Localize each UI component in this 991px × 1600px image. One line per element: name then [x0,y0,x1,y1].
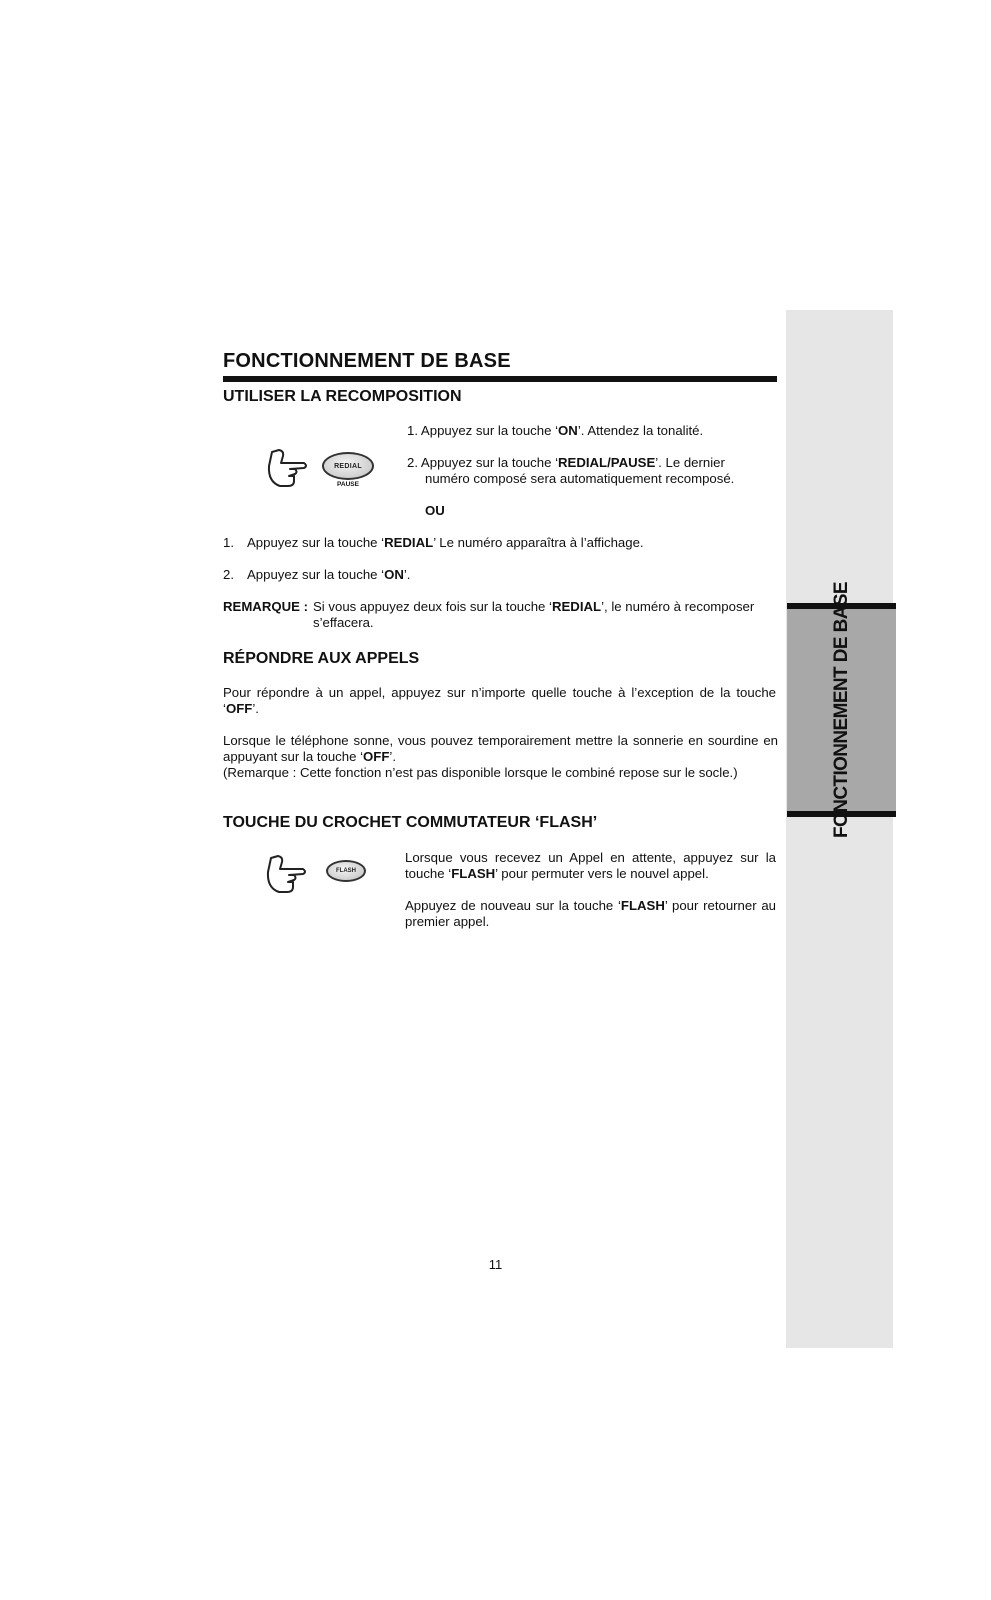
paragraph-text: Appuyez de nouveau sur la touche ‘ [405,898,621,913]
section-heading-flash: TOUCHE DU CROCHET COMMUTATEUR ‘FLASH’ [223,814,598,831]
key-name: ON [558,423,578,438]
step-number: 1. [223,535,234,550]
key-name: REDIAL/PAUSE [558,455,656,470]
answer-paragraph-1 [223,685,776,717]
step-text: Appuyez sur la touche ‘ [247,567,385,582]
redial-pause-key-icon [322,452,374,480]
flash-key-icon [326,860,366,882]
paragraph-text: ’ pour permuter vers le nouvel appel. [495,866,709,881]
step-text: ’. Attendez la tonalité. [577,423,704,438]
paragraph-text: ’. [389,749,396,764]
page-number: 11 [488,1257,503,1272]
pointing-hand-icon [263,852,309,896]
key-name: OFF [225,701,253,716]
section-heading-answer: RÉPONDRE AUX APPELS [223,650,420,667]
note-text [313,599,754,615]
paragraph-text: Lorsque vous recevez un Appel en attente, appuyez sur la touche ‘ [405,850,776,881]
note-text-part: ’, le numéro à recomposer [601,599,755,614]
key-name: FLASH [620,898,665,913]
step-text: 1. Appuyez sur la touche ‘ [407,423,559,438]
step-text: 2. Appuyez sur la touche ‘ [407,455,559,470]
step-text: ’ Le numéro apparaîtra à l’affichage. [433,535,644,550]
step-text: ’. Le dernier [655,455,725,470]
redial-step-1 [407,423,703,439]
pause-key-label: PAUSE [337,481,359,488]
section-side-tab [787,582,896,838]
page-title: FONCTIONNEMENT DE BASE [223,350,511,372]
answer-paragraph-2 [223,733,778,765]
alt-step-2 [223,567,410,583]
redial-key-label: REDIAL [334,462,362,470]
note-text-part: Si vous appuyez deux fois sur la touche ‘ [313,599,552,614]
step-text: Appuyez sur la touche ‘ [247,535,385,550]
flash-paragraph-1 [405,850,776,882]
key-name: REDIAL [384,535,434,550]
key-name: ON [384,567,404,582]
paragraph-text: Lorsque le téléphone sonne, vous pouvez temporairement mettre la sonnerie en sourdine en appuyant sur la touche ‘ [223,733,778,764]
step-text: ’. [403,567,411,582]
paragraph-text: Pour répondre à un appel, appuyez sur n’importe quelle touche à l’exception de la touche ‘ [223,685,776,716]
paragraph-text: ’. [252,701,259,716]
section-heading-redial: UTILISER LA RECOMPOSITION [223,388,462,405]
alt-step-1 [223,535,644,551]
paragraph-text: ’ pour retourner au premier appel. [405,898,776,929]
answer-remark: (Remarque : Cette fonction n’est pas disponible lorsque le combiné repose sur le socle.) [223,765,738,780]
title-rule [223,376,777,382]
redial-step-2 [407,455,725,471]
flash-key-label: FLASH [336,868,356,874]
note-text-line-2: s’effacera. [313,615,374,630]
key-name: FLASH [451,866,496,881]
key-name: OFF [363,749,390,764]
side-tab-label: FONCTIONNEMENT DE BASE [830,582,852,838]
or-separator: OU [425,503,445,518]
redial-step-2-line-2: numéro composé sera automatiquement recomposé. [425,471,735,486]
key-name: REDIAL [551,599,602,614]
step-number: 2. [223,567,234,582]
note-label: REMARQUE : [223,599,308,614]
pointing-hand-icon [264,446,310,490]
flash-paragraph-2 [405,898,776,930]
